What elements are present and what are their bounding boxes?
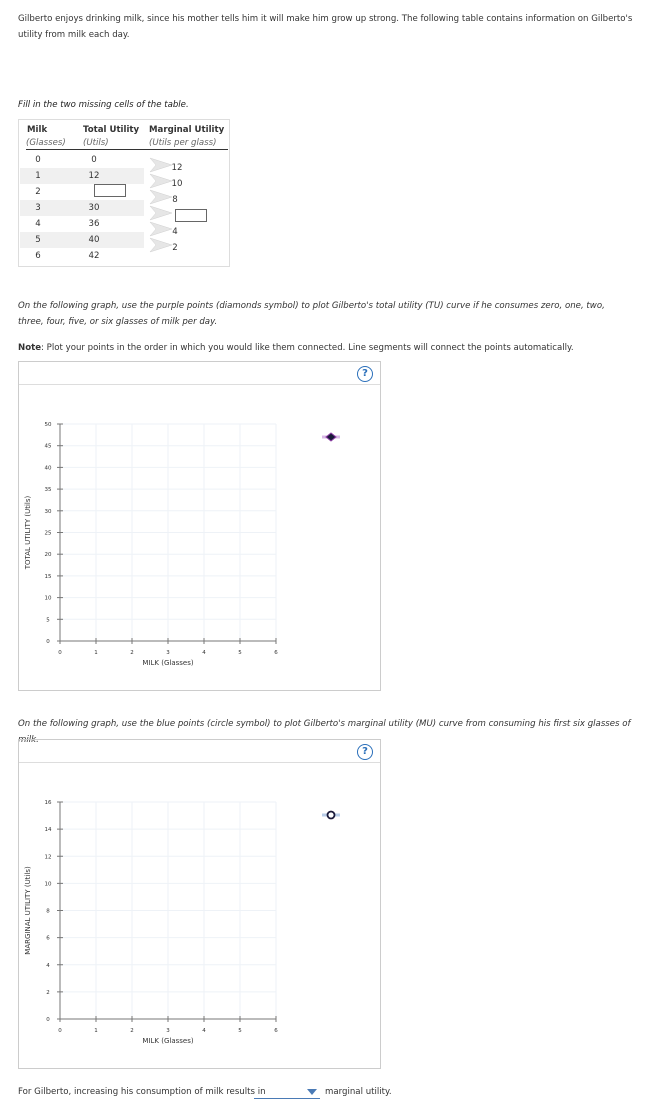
note-line bbox=[18, 340, 633, 356]
total-utility-cell: 12 bbox=[88, 171, 100, 181]
intro-text: Gilberto enjoys drinking milk, since his mother tells him it will make him grow up strong. The following table contains information on Gilberto's utility from milk each day. bbox=[18, 14, 633, 40]
x-axis-label: MILK (Glasses) bbox=[142, 1037, 194, 1045]
milk-cell: 6 bbox=[35, 251, 41, 261]
col-subheader-marginal-utility: (Utils per glass) bbox=[149, 138, 217, 148]
marginal-utility-cell: 10 bbox=[171, 179, 183, 189]
milk-cell: 1 bbox=[35, 171, 41, 181]
total-utility-cell: 0 bbox=[91, 155, 97, 165]
x-tick-label: 5 bbox=[238, 650, 242, 656]
y-tick-label: 15 bbox=[44, 573, 52, 580]
y-tick-label: 20 bbox=[44, 552, 52, 559]
y-tick-label: 35 bbox=[44, 487, 52, 494]
x-tick-label: 2 bbox=[130, 650, 134, 656]
y-tick-label: 14 bbox=[44, 827, 52, 834]
y-tick-label: 50 bbox=[44, 422, 52, 428]
y-axis-label: MARGINAL UTILITY (Utils) bbox=[24, 866, 32, 955]
x-tick-label: 1 bbox=[94, 1028, 98, 1034]
y-tick-label: 40 bbox=[44, 465, 52, 472]
col-header-total-utility: Total Utility bbox=[83, 125, 140, 135]
tu-chart[interactable] bbox=[19, 362, 380, 690]
x-tick-label: 2 bbox=[130, 1028, 134, 1034]
col-subheader-milk: (Glasses) bbox=[26, 138, 66, 148]
mu-instruction: On the following graph, use the blue points (circle symbol) to plot Gilberto's marginal utility (MU) curve from consuming his first six glasses of milk. bbox=[18, 719, 631, 745]
y-tick-label: 30 bbox=[44, 508, 52, 515]
x-tick-label: 3 bbox=[166, 1028, 170, 1034]
y-tick-label: 10 bbox=[44, 881, 52, 888]
total-utility-cell: 40 bbox=[88, 235, 100, 245]
y-tick-label: 2 bbox=[46, 989, 50, 996]
col-header-marginal-utility: Marginal Utility bbox=[149, 125, 225, 135]
mu-chart[interactable] bbox=[19, 740, 380, 1068]
blue-circle-tool-icon bbox=[328, 812, 335, 819]
total-utility-input-glass-2[interactable] bbox=[94, 184, 126, 197]
y-tick-label: 45 bbox=[44, 443, 52, 450]
milk-cell: 0 bbox=[35, 155, 41, 165]
marginal-utility-cell: 2 bbox=[172, 243, 178, 253]
x-tick-label: 4 bbox=[202, 1028, 206, 1034]
milk-cell: 4 bbox=[35, 219, 41, 229]
x-tick-label: 4 bbox=[202, 650, 206, 656]
y-tick-label: 25 bbox=[44, 530, 52, 537]
milk-cell: 5 bbox=[35, 235, 41, 245]
note-label: Note bbox=[18, 343, 42, 353]
y-tick-label: 4 bbox=[46, 962, 50, 969]
marginal-utility-cell: 8 bbox=[172, 195, 178, 205]
x-tick-label: 3 bbox=[166, 650, 170, 656]
milk-cell: 2 bbox=[35, 187, 41, 197]
mu-graph-panel[interactable] bbox=[18, 739, 381, 1069]
y-tick-label: 5 bbox=[46, 617, 50, 624]
y-tick-label: 0 bbox=[46, 1017, 50, 1023]
header-divider bbox=[26, 149, 228, 150]
x-tick-label: 5 bbox=[238, 1028, 242, 1034]
x-tick-label: 0 bbox=[58, 650, 62, 656]
y-tick-label: 0 bbox=[46, 639, 50, 645]
help-icon[interactable]: ? bbox=[357, 366, 373, 382]
y-tick-label: 16 bbox=[44, 800, 52, 806]
tu-instruction: On the following graph, use the purple points (diamonds symbol) to plot Gilberto's total utility (TU) curve if he consumes zero, one, two, three, four, five, or six glasses of milk per day. bbox=[18, 301, 605, 327]
milk-cell: 3 bbox=[35, 203, 41, 213]
y-tick-label: 12 bbox=[44, 854, 52, 861]
fill-instruction: Fill in the two missing cells of the table. bbox=[18, 100, 189, 110]
x-axis-label: MILK (Glasses) bbox=[142, 659, 194, 667]
y-tick-label: 8 bbox=[46, 908, 50, 915]
bottom-sentence-suffix: marginal utility. bbox=[325, 1087, 392, 1097]
col-subheader-total-utility: (Utils) bbox=[83, 138, 109, 148]
bottom-sentence-prefix: For Gilberto, increasing his consumption of milk results in bbox=[18, 1087, 266, 1097]
col-header-milk: Milk bbox=[27, 125, 48, 135]
marginal-utility-input-glass-4[interactable] bbox=[175, 209, 207, 222]
total-utility-cell: 42 bbox=[88, 251, 100, 261]
total-utility-cell: 30 bbox=[88, 203, 100, 213]
x-tick-label: 1 bbox=[94, 650, 98, 656]
note-text: : Plot your points in the order in which you would like them connected. Line segments will connect the points automatically. bbox=[41, 343, 574, 353]
total-utility-cell: 36 bbox=[88, 219, 100, 229]
x-tick-label: 6 bbox=[274, 1028, 278, 1034]
x-tick-label: 6 bbox=[274, 650, 278, 656]
help-icon[interactable]: ? bbox=[357, 744, 373, 760]
y-tick-label: 6 bbox=[46, 935, 50, 942]
dropdown-arrow-icon[interactable] bbox=[307, 1089, 317, 1095]
x-tick-label: 0 bbox=[58, 1028, 62, 1034]
purple-diamond-tool-icon bbox=[326, 433, 336, 441]
tu-graph-panel[interactable] bbox=[18, 361, 381, 691]
y-tick-label: 10 bbox=[44, 595, 52, 602]
y-axis-label: TOTAL UTILITY (Utils) bbox=[24, 495, 32, 570]
marginal-utility-cell: 4 bbox=[172, 227, 178, 237]
utility-table bbox=[18, 119, 230, 267]
marginal-utility-cell: 12 bbox=[171, 163, 183, 173]
